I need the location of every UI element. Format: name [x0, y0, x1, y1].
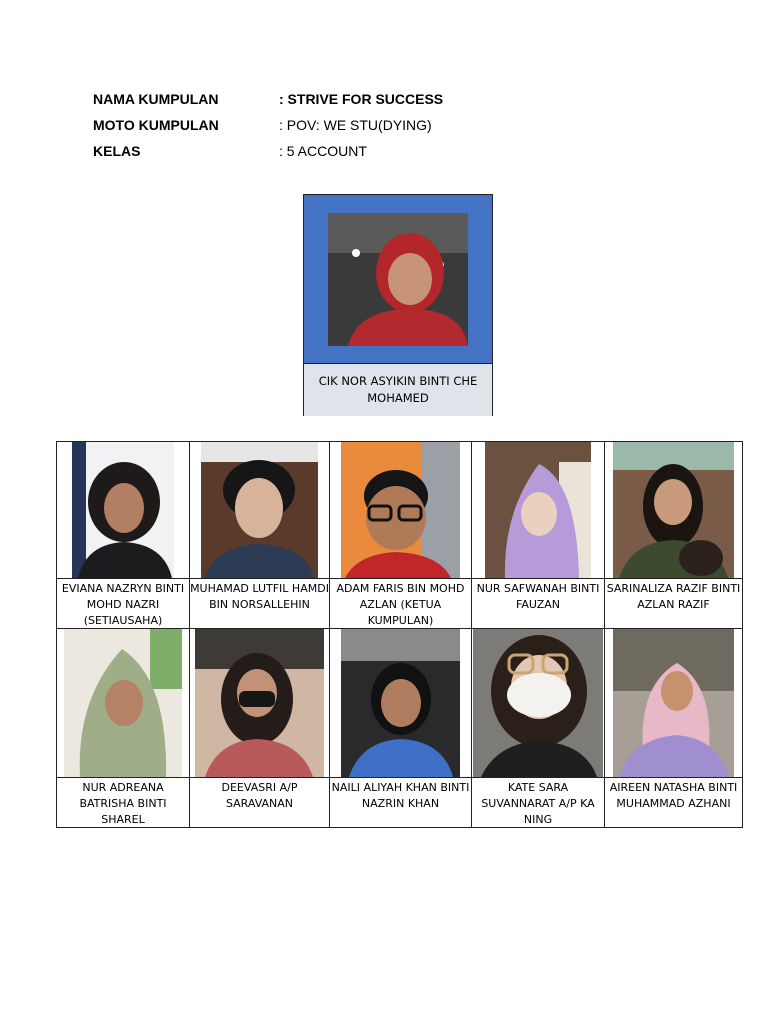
- group-name-row: [93, 86, 443, 112]
- member-name: DEEVASRI A/P SARAVANAN: [190, 777, 329, 827]
- member-card: [605, 442, 742, 628]
- member-card: [472, 442, 605, 628]
- member-portrait-icon: [72, 442, 174, 578]
- member-portrait-icon: [195, 629, 324, 777]
- member-name: AIREEN NATASHA BINTI MUHAMMAD AZHANI: [605, 777, 742, 827]
- member-name: NUR SAFWANAH BINTI FAUZAN: [472, 578, 604, 628]
- teacher-card: [303, 194, 493, 416]
- member-name: NUR ADREANA BATRISHA BINTI SHAREL: [57, 777, 189, 827]
- member-card: [57, 629, 190, 827]
- member-portrait-icon: [64, 629, 182, 777]
- teacher-name: CIK NOR ASYIKIN BINTI CHE MOHAMED: [304, 364, 492, 416]
- class-label: KELAS: [93, 143, 141, 159]
- member-grid: [56, 441, 743, 828]
- member-name: MUHAMAD LUTFIL HAMDI BIN NORSALLEHIN: [190, 578, 329, 628]
- member-portrait-icon: [473, 629, 603, 777]
- group-name-value: : STRIVE FOR SUCCESS: [279, 91, 444, 107]
- member-card: [472, 629, 605, 827]
- member-row-2: [57, 629, 742, 827]
- member-card: [330, 442, 472, 628]
- member-name: SARINALIZA RAZIF BINTI AZLAN RAZIF: [605, 578, 742, 628]
- class-value: : 5 ACCOUNT: [279, 143, 367, 159]
- member-portrait-icon: [485, 442, 591, 578]
- teacher-photo-frame: [304, 195, 492, 364]
- member-name: NAILI ALIYAH KHAN BINTI NAZRIN KHAN: [330, 777, 471, 827]
- member-card: [190, 442, 330, 628]
- class-row: [93, 138, 443, 164]
- teacher-portrait-icon: [328, 213, 468, 346]
- member-name: EVIANA NAZRYN BINTI MOHD NAZRI (SETIAUSAHA): [57, 578, 189, 628]
- group-info: [93, 86, 443, 164]
- group-name-label: NAMA KUMPULAN: [93, 91, 219, 107]
- member-card: [190, 629, 330, 827]
- member-portrait-icon: [201, 442, 318, 578]
- member-name: ADAM FARIS BIN MOHD AZLAN (KETUA KUMPULAN): [330, 578, 471, 628]
- group-motto-row: [93, 112, 443, 138]
- member-card: [330, 629, 472, 827]
- group-motto-value: : POV: WE STU(DYING): [279, 117, 432, 133]
- member-card: [57, 442, 190, 628]
- member-portrait-icon: [613, 629, 734, 777]
- member-name: KATE SARA SUVANNARAT A/P KA NING: [472, 777, 604, 827]
- member-portrait-icon: [341, 629, 460, 777]
- member-card: [605, 629, 742, 827]
- member-portrait-icon: [613, 442, 734, 578]
- member-row-1: [57, 442, 742, 629]
- group-motto-label: MOTO KUMPULAN: [93, 117, 219, 133]
- member-portrait-icon: [341, 442, 460, 578]
